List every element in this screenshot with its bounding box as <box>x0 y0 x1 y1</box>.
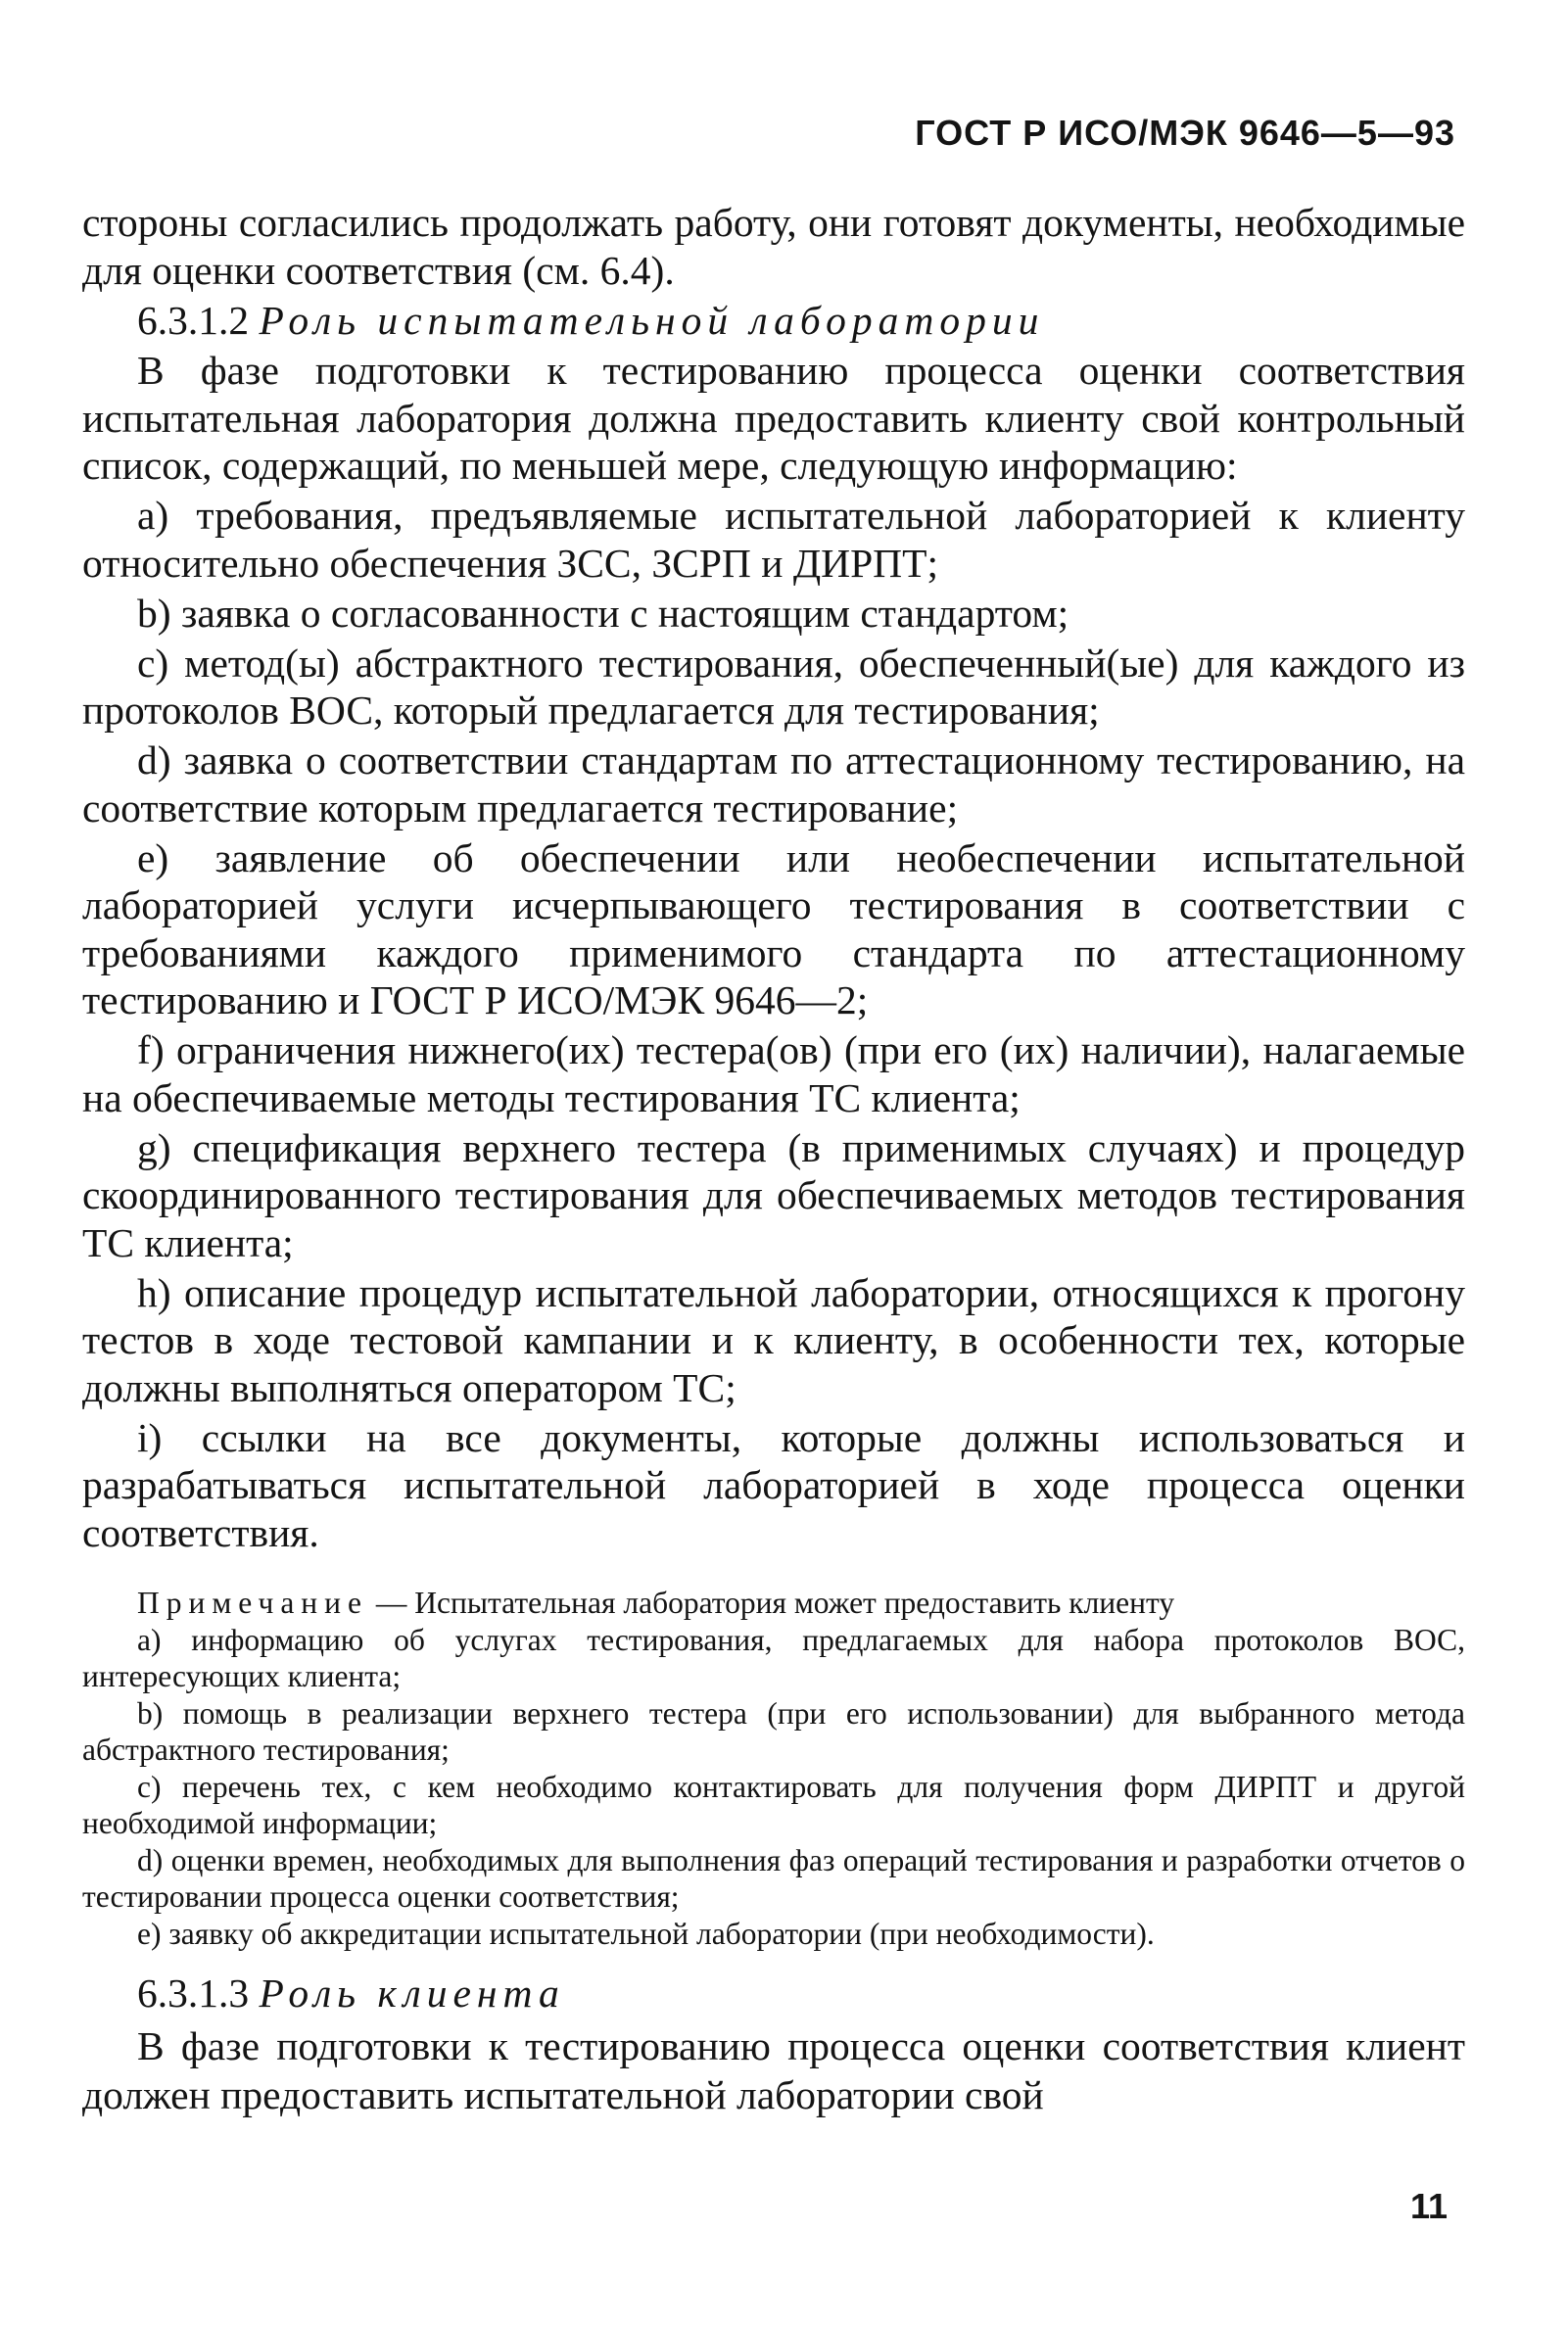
note-item-a: а) информацию об услугах тестирования, предлагаемых для набора протоколов ВОС, интересующих клиента; <box>82 1623 1465 1693</box>
paragraph: В фазе подготовки к тестированию процесса оценки соответствия испытательная лаборатория должна предоставить клиенту свой контрольный список, содержащий, по меньшей мере, следующую информацию: <box>82 348 1465 488</box>
section-title: Роль испытательной лаборатории <box>259 298 1045 343</box>
note-block <box>82 1585 1465 1953</box>
list-item-b: b) заявка о согласованности с настоящим стандартом; <box>137 590 1069 636</box>
section-6313 <box>82 1969 1465 2123</box>
document-page <box>82 0 1465 2326</box>
list-item-f: f) ограничения нижнего(их) тестера(ов) (при его (их) наличии), налагаемые на обеспечиваемые методы тестирования ТС клиента; <box>82 1027 1465 1120</box>
page-number: 11 <box>1409 2186 1448 2226</box>
list-item-c: с) метод(ы) абстрактного тестирования, обеспеченный(ые) для каждого из протоколов ВОС, который предлагается для тестирования; <box>82 640 1465 733</box>
section-heading-6313 <box>82 1969 1465 2017</box>
list-item-e: е) заявление об обеспечении или необеспечении испытательной лабораторией услуги исчерпывающего тестирования в соответствии с требованиями каждого применимого стандарта по аттестационному тестированию и ГОСТ Р ИСО/МЭК 9646—2; <box>82 834 1465 1022</box>
note-label: Примечание <box>137 1586 369 1620</box>
note-item-b: b) помощь в реализации верхнего тестера (при его использовании) для выбранного метода абстрактного тестирования; <box>82 1696 1465 1767</box>
section-number: 6.3.1.2 <box>137 298 250 343</box>
list-item-a: а) требования, предъявляемые испытательной лабораторией к клиенту относительно обеспечения ЗСС, ЗСРП и ДИРПТ; <box>82 493 1465 586</box>
paragraph: В фазе подготовки к тестированию процесса оценки соответствия клиент должен предоставить испытательной лаборатории свой <box>82 2023 1465 2117</box>
section-heading-6312 <box>82 297 1465 345</box>
note-item-c: с) перечень тех, с кем необходимо контактировать для получения форм ДИРПТ и другой необходимой информации; <box>82 1770 1465 1840</box>
paragraph-continuation: стороны согласились продолжать работу, они готовят документы, необходимые для оценки соответствия (см. 6.4). <box>82 200 1465 293</box>
standard-header: ГОСТ Р ИСО/МЭК 9646—5—93 <box>915 113 1455 153</box>
section-title: Роль клиента <box>259 1970 565 2016</box>
section-number: 6.3.1.3 <box>137 1970 250 2016</box>
note-lead-text: — Испытательная лаборатория может предоставить клиенту <box>368 1586 1175 1620</box>
note-item-d: d) оценки времен, необходимых для выполнения фаз операций тестирования и разработки отчетов о тестировании процесса оценки соответствия; <box>82 1843 1465 1914</box>
main-text <box>82 199 1465 1559</box>
note-item-e: е) заявку об аккредитации испытательной лаборатории (при необходимости). <box>137 1917 1155 1951</box>
note-lead <box>82 1585 1465 1621</box>
list-item-d: d) заявка о соответствии стандартам по аттестационному тестированию, на соответствие которым предлагается тестирование; <box>82 737 1465 831</box>
list-item-i: i) ссылки на все документы, которые должны использоваться и разрабатываться испытательной лабораторией в ходе процесса оценки соответствия. <box>82 1414 1465 1555</box>
list-item-h: h) описание процедур испытательной лаборатории, относящихся к прогону тестов в ходе тестовой кампании и к клиенту, в особенности тех, которые должны выполняться оператором ТС; <box>82 1269 1465 1410</box>
list-item-g: g) спецификация верхнего тестера (в применимых случаях) и процедур скоординированного тестирования для обеспечиваемых методов тестирования ТС клиента; <box>82 1124 1465 1265</box>
